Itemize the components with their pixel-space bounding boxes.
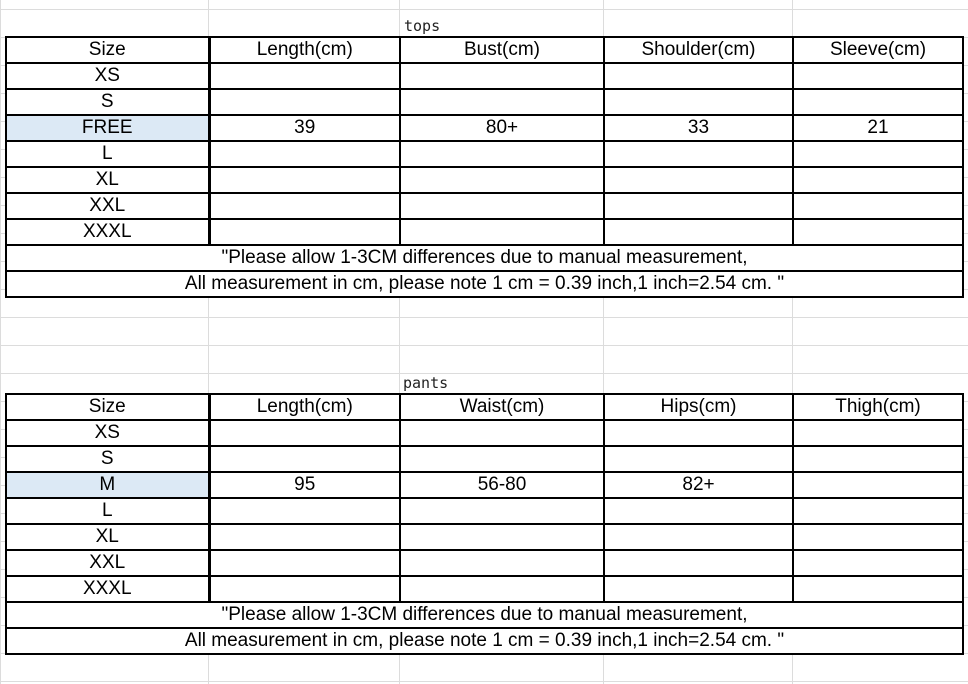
waist-cell: [400, 550, 604, 576]
table-row: [6, 141, 963, 167]
length-cell: [209, 167, 400, 193]
header-size: Size: [6, 394, 209, 420]
bust-cell: [400, 167, 604, 193]
size-cell: S: [6, 446, 209, 472]
table-header-row: [6, 394, 963, 420]
pants-size-table: [5, 393, 964, 655]
shoulder-cell: [604, 219, 793, 245]
shoulder-cell: [604, 89, 793, 115]
sleeve-cell: [793, 89, 963, 115]
hips-cell: [604, 498, 793, 524]
shoulder-cell: [604, 193, 793, 219]
length-cell: [209, 524, 400, 550]
length-cell: [209, 576, 400, 602]
sleeve-cell: [793, 193, 963, 219]
shoulder-cell: [604, 167, 793, 193]
header-size: Size: [6, 37, 209, 63]
tops-section-title: tops: [404, 17, 441, 35]
thigh-cell: [793, 420, 963, 446]
table-header-row: [6, 37, 963, 63]
table-row: [6, 498, 963, 524]
hips-cell: [604, 446, 793, 472]
thigh-cell: [793, 498, 963, 524]
waist-cell: [400, 524, 604, 550]
sleeve-cell: [793, 63, 963, 89]
sleeve-cell: [793, 219, 963, 245]
size-cell-selected[interactable]: M: [6, 472, 209, 498]
waist-cell: [400, 446, 604, 472]
length-cell: [209, 498, 400, 524]
table-row-highlighted: [6, 472, 963, 498]
header-waist: Waist(cm): [400, 394, 604, 420]
waist-cell: 56-80: [400, 472, 604, 498]
bust-cell: [400, 193, 604, 219]
hips-cell: 82+: [604, 472, 793, 498]
header-length: Length(cm): [209, 37, 400, 63]
bust-cell: [400, 141, 604, 167]
table-row: [6, 550, 963, 576]
length-cell: [209, 63, 400, 89]
size-cell: L: [6, 141, 209, 167]
length-cell: [209, 420, 400, 446]
sleeve-cell: [793, 167, 963, 193]
note-row: [6, 628, 963, 654]
size-cell: S: [6, 89, 209, 115]
size-cell: XL: [6, 167, 209, 193]
length-cell: 39: [209, 115, 400, 141]
size-cell: XL: [6, 524, 209, 550]
shoulder-cell: [604, 141, 793, 167]
note-row: [6, 602, 963, 628]
sleeve-cell: 21: [793, 115, 963, 141]
waist-cell: [400, 420, 604, 446]
length-cell: [209, 89, 400, 115]
note-row: [6, 245, 963, 271]
length-cell: [209, 446, 400, 472]
header-thigh: Thigh(cm): [793, 394, 963, 420]
measurement-note-line-2: All measurement in cm, please note 1 cm = 0.39 inch,1 inch=2.54 cm. ": [6, 271, 963, 297]
table-row: [6, 576, 963, 602]
size-cell: XS: [6, 63, 209, 89]
thigh-cell: [793, 576, 963, 602]
hips-cell: [604, 550, 793, 576]
header-sleeve: Sleeve(cm): [793, 37, 963, 63]
pants-section-title: pants: [403, 374, 449, 392]
size-cell: XS: [6, 420, 209, 446]
size-cell-selected[interactable]: FREE: [6, 115, 209, 141]
measurement-note-line-1: "Please allow 1-3CM differences due to manual measurement,: [6, 602, 963, 628]
bust-cell: [400, 63, 604, 89]
bust-cell: [400, 219, 604, 245]
note-row: [6, 271, 963, 297]
table-row-highlighted: [6, 115, 963, 141]
shoulder-cell: 33: [604, 115, 793, 141]
bust-cell: 80+: [400, 115, 604, 141]
hips-cell: [604, 576, 793, 602]
table-row: [6, 167, 963, 193]
length-cell: 95: [209, 472, 400, 498]
length-cell: [209, 219, 400, 245]
sleeve-cell: [793, 141, 963, 167]
measurement-note-line-1: "Please allow 1-3CM differences due to manual measurement,: [6, 245, 963, 271]
waist-cell: [400, 576, 604, 602]
length-cell: [209, 141, 400, 167]
hips-cell: [604, 524, 793, 550]
size-cell: XXL: [6, 550, 209, 576]
header-length: Length(cm): [209, 394, 400, 420]
size-cell: L: [6, 498, 209, 524]
length-cell: [209, 550, 400, 576]
table-row: [6, 524, 963, 550]
table-row: [6, 89, 963, 115]
table-row: [6, 420, 963, 446]
table-row: [6, 446, 963, 472]
bust-cell: [400, 89, 604, 115]
waist-cell: [400, 498, 604, 524]
hips-cell: [604, 420, 793, 446]
thigh-cell: [793, 550, 963, 576]
header-bust: Bust(cm): [400, 37, 604, 63]
table-row: [6, 193, 963, 219]
shoulder-cell: [604, 63, 793, 89]
header-shoulder: Shoulder(cm): [604, 37, 793, 63]
table-row: [6, 63, 963, 89]
size-cell: XXL: [6, 193, 209, 219]
thigh-cell: [793, 472, 963, 498]
thigh-cell: [793, 524, 963, 550]
header-hips: Hips(cm): [604, 394, 793, 420]
length-cell: [209, 193, 400, 219]
tops-size-table: [5, 36, 964, 298]
table-row: [6, 219, 963, 245]
size-cell: XXXL: [6, 219, 209, 245]
thigh-cell: [793, 446, 963, 472]
measurement-note-line-2: All measurement in cm, please note 1 cm = 0.39 inch,1 inch=2.54 cm. ": [6, 628, 963, 654]
size-cell: XXXL: [6, 576, 209, 602]
